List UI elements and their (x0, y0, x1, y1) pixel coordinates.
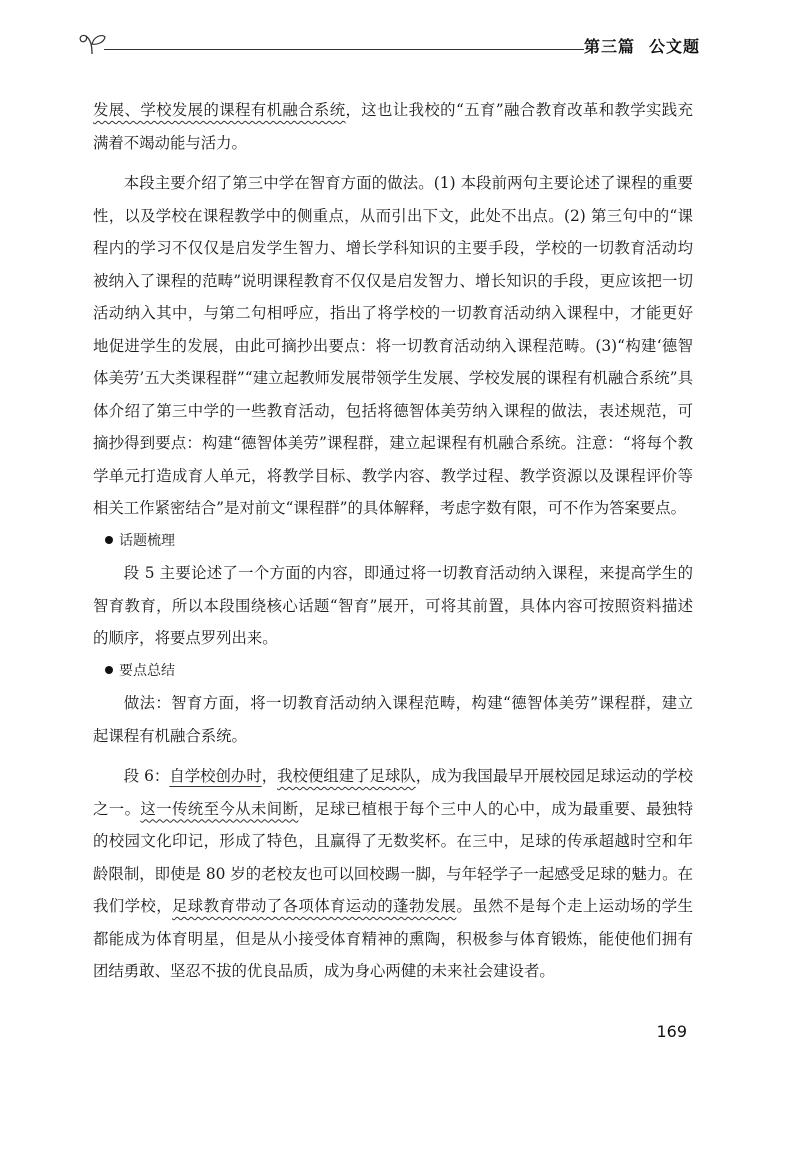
heading-text: 话题梳理 (119, 532, 175, 549)
underlined-phrase: 发展、学校发展的课程有机融合系统 (93, 101, 346, 119)
passage-paragraph-6 (93, 760, 693, 988)
paragraph-text: 。虽然不是每个走上运动场的学生都能成为体育明星，但是从小接受体育精神的熏陶，积极参与体育锻炼，能使他们拥有团结勇敢、坚忍不拔的优良品质，成为身心两健的未来社会建设者。 (93, 897, 693, 980)
paragraph-text: ，成为我国最早开展校园足球运动的学校之一。 (93, 767, 693, 818)
topic-paragraph: 段 5 主要论述了一个方面的内容，即通过将一切教育活动纳入课程，来提高学生的智育教育，所以本段围绕核心话题“智育”展开，可将其前置，具体内容可按照资料描述的顺序，将要点罗列出来。 (93, 564, 693, 647)
paragraph-text: 段 6： (123, 767, 170, 785)
section-heading-topic (93, 525, 693, 558)
running-header (78, 30, 700, 60)
header-section: 公文题 (648, 37, 700, 56)
bullet-icon (105, 666, 113, 674)
bullet-icon (105, 536, 113, 544)
heading-text: 要点总结 (119, 662, 175, 679)
summary-paragraph: 做法：智育方面，将一切教育活动纳入课程范畴，构建“德智体美劳”课程群，建立起课程有机融合系统。 (93, 694, 693, 745)
header-rule (104, 49, 584, 50)
underlined-phrase: 这一传统至今从未间断 (140, 799, 299, 818)
underlined-phrase: 我校便组建了足球队 (277, 767, 416, 785)
underlined-phrase: 足球教育带动了各项体育运动的蓬勃发展 (172, 897, 457, 915)
header-title (570, 34, 700, 57)
paragraph-continued (93, 94, 693, 159)
page-body (93, 94, 693, 988)
paragraph-text: ， (261, 767, 278, 785)
paragraph-text: ，这也让我校的“五育”融合教育改革和教学实践充满着不竭动能与活力。 (93, 101, 693, 152)
section-heading-summary (93, 655, 693, 688)
paragraph-text: ，足球已植根于每个三中人的心中，成为最重要、最独特的校园文化印记，形成了特色，且赢得了无数奖杯。在三中，足球的传承超越时空和年龄限制，即使是 80 岁的老校友也可以回校踢一脚，与年轻学子一起感受足球的魅力。在我们学校， (93, 799, 693, 915)
underlined-phrase: 自学校创办时 (169, 767, 262, 785)
analysis-paragraph: 本段主要介绍了第三中学在智育方面的做法。(1) 本段前两句主要论述了课程的重要性，以及学校在课程教学中的侧重点，从而引出下文，此处不出点。(2) 第三句中的“课程内的学习不仅仅是启发学生智力、增长学科知识的主要手段，学校的一切教育活动均被纳入了课程的范畴”说明课程教育不仅仅是启发智力、增长知识的手段，更应该把一切活动纳入其中，与第二句相呼应，指出了将学校的一切教育活动纳入课程中，才能更好地促进学生的发展，由此可摘抄出要点：将一切教育活动纳入课程范畴。(3)“构建‘德智体美劳’五大类课程群”“建立起教师发展带领学生发展、学校发展的课程有机融合系统”具体介绍了第三中学的一些教育活动，包括将德智体美劳纳入课程的做法，表述规范，可摘抄得到要点：构建“德智体美劳”课程群，建立起课程有机融合系统。注意：“将每个教学单元打造成育人单元，将教学目标、教学内容、教学过程、教学资源以及课程评价等相关工作紧密结合”是对前文“课程群”的具体解释，考虑字数有限，可不作为答案要点。 (93, 174, 693, 517)
sprout-leaf-icon (78, 30, 108, 56)
header-part: 第三篇 (583, 37, 635, 56)
page-number: 169 (656, 1022, 687, 1041)
